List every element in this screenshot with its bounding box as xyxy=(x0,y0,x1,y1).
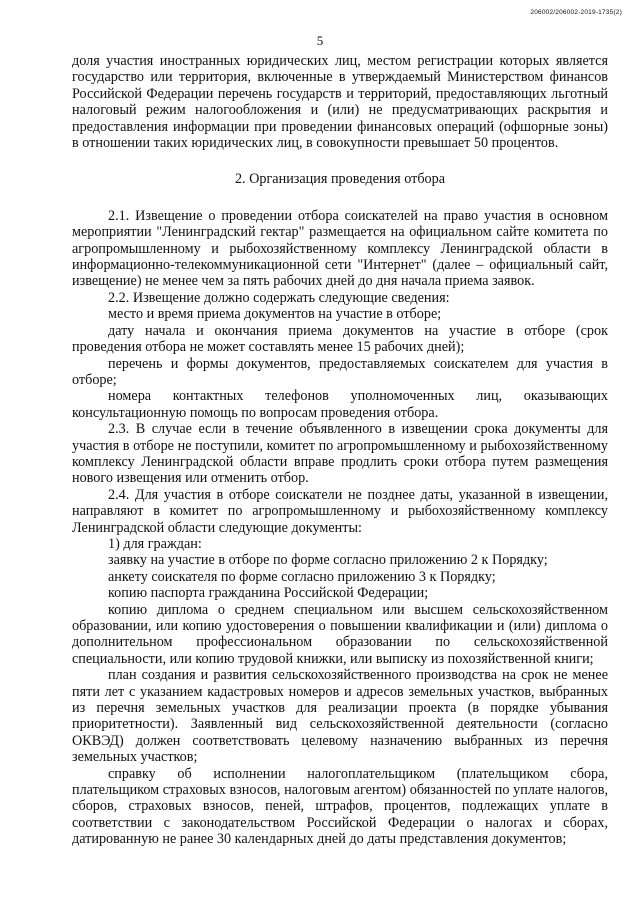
list-item-dates: дату начала и окончания приема документов на участие в отборе (срок проведения отбора не может составлять менее 15 рабочих дней); xyxy=(72,322,608,356)
list-item-development-plan: план создания и развития сельскохозяйственного производства на срок не менее пяти лет с указанием кадастровых номеров и адресов земельных участков, выбранных из перечня земельных участков для реализации проекта (в порядке убывания приоритетности). Заявленный вид сельскохозяйственной деятельности (согласно ОКВЭД) должен соответствовать целевому назначению выбранных из перечня земельных участков; xyxy=(72,667,608,766)
list-item-diploma: копию диплома о среднем специальном или высшем сельскохозяйственном образовании, или копию удостоверения о повышении квалификации и (или) диплома о дополнительном профессиональном образовании по сельскохозяйственной специальности, или копию трудовой книжки, или выписку из похозяйственной книги; xyxy=(72,601,608,667)
document-number: 206002/206002-2019-1735(2) xyxy=(530,9,622,16)
list-item-documents-list: перечень и формы документов, предоставляемых соискателем для участия в отборе; xyxy=(72,355,608,388)
paragraph-2-1: 2.1. Извещение о проведении отбора соискателей на право участия в основном мероприятии "Ленинградский гектар" размещается на официальном сайте комитета по агропромышленному и рыбохозяйственному комплексу Ленинградской области в информационно-телекоммуникационной сети "Интернет" (далее – официальный сайт, извещение) не менее чем за пять рабочих дней до дня начала приема заявок. xyxy=(72,207,608,290)
paragraph-offshore-share: доля участия иностранных юридических лиц, местом регистрации которых является государство или территория, включенные в утверждаемый Министерством финансов Российской Федерации перечень государств и территорий, предоставляющих льготный налоговый режим налогообложения и (или) не предусматривающих раскрытия и предоставления информации при проведении финансовых операций (офшорные зоны) в отношении таких юридических лиц, в совокупности превышает 50 процентов. xyxy=(72,53,608,152)
list-item-questionnaire: анкету соискателя по форме согласно приложению 3 к Порядку; xyxy=(108,568,496,585)
paragraph-2-4: 2.4. Для участия в отборе соискатели не позднее даты, указанной в извещении, направляют в комитет по агропромышленному и рыбохозяйственному комплексу Ленинградской области следующие документы: xyxy=(72,486,608,536)
subheading-citizens: 1) для граждан: xyxy=(108,535,202,552)
list-item-passport: копию паспорта гражданина Российской Федерации; xyxy=(108,585,429,602)
list-item-phones: номера контактных телефонов уполномоченных лиц, оказывающих консультационную помощь по вопросам проведения отбора. xyxy=(72,388,608,421)
list-item-application: заявку на участие в отборе по форме согласно приложению 2 к Порядку; xyxy=(108,552,548,569)
section-heading: 2. Организация проведения отбора xyxy=(234,171,446,188)
document-body xyxy=(72,53,608,848)
paragraph-2-3: 2.3. В случае если в течение объявленного в извещении срока документы для участия в отборе не поступили, комитет по агропромышленному и рыбохозяйственному комплексу Ленинградской области вправе продлить сроки отбора путем размещения нового извещения или отменить отбор. xyxy=(72,421,608,487)
list-item-place-time: место и время приема документов на участие в отборе; xyxy=(108,306,442,323)
list-item-tax-certificate: справку об исполнении налогоплательщиком (плательщиком сбора, плательщиком страховых взносов, налоговым агентом) обязанностей по уплате налогов, сборов, страховых взносов, пеней, штрафов, процентов, подлежащих уплате в соответствии с законодательством Российской Федерации о налогах и сборах, датированную не ранее 30 календарных дней до даты представления документов; xyxy=(72,765,608,848)
page-number: 5 xyxy=(316,33,324,48)
paragraph-2-2: 2.2. Извещение должно содержать следующие сведения: xyxy=(108,289,450,306)
